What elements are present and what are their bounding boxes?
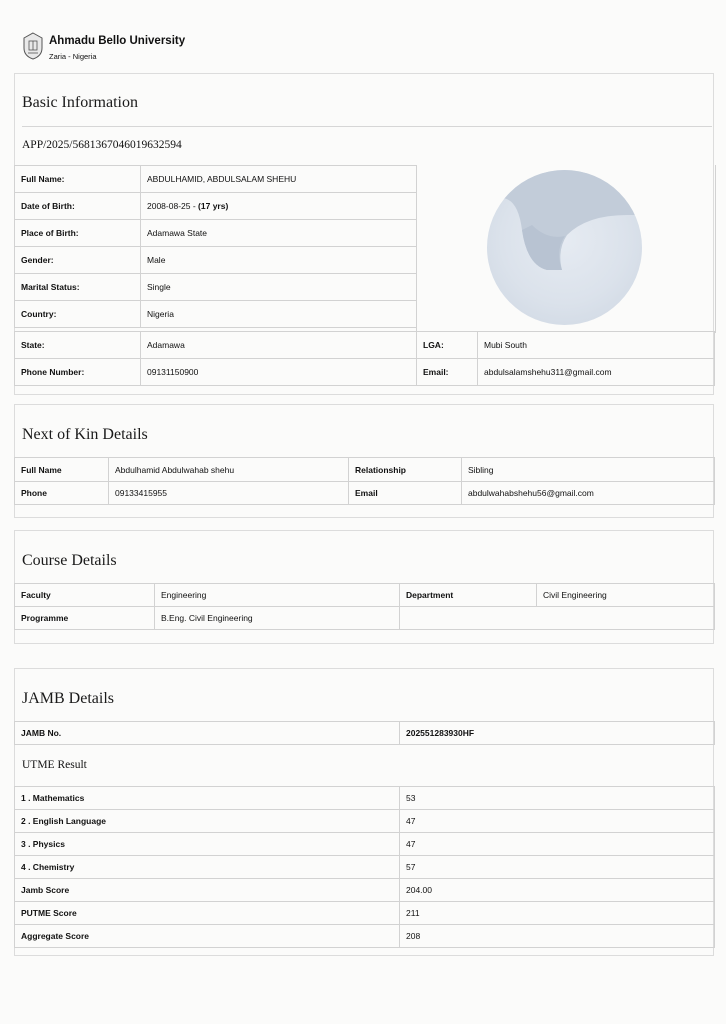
department-value: Civil Engineering xyxy=(537,584,715,607)
table-row xyxy=(15,247,417,274)
kin-email-value: abdulwahabshehu56@gmail.com xyxy=(462,482,715,505)
gender-label: Gender: xyxy=(15,247,141,274)
person-silhouette-icon xyxy=(487,170,642,325)
jamb-score-label: Jamb Score xyxy=(15,879,400,902)
faculty-value: Engineering xyxy=(155,584,400,607)
table-row xyxy=(15,879,715,902)
table-row xyxy=(15,833,715,856)
table-row xyxy=(15,925,715,948)
putme-score-label: PUTME Score xyxy=(15,902,400,925)
table-row xyxy=(15,193,417,220)
table-row xyxy=(15,301,417,328)
programme-value: B.Eng. Civil Engineering xyxy=(155,607,400,630)
contact-table xyxy=(14,331,715,386)
course-details-table xyxy=(14,583,715,630)
table-row xyxy=(15,902,715,925)
dob-cell xyxy=(141,193,417,220)
phone-label: Phone Number: xyxy=(15,359,141,386)
dob-label: Date of Birth: xyxy=(15,193,141,220)
marital-status-value: Single xyxy=(141,274,417,301)
divider xyxy=(22,126,712,127)
aggregate-score-value: 208 xyxy=(400,925,715,948)
email-label: Email: xyxy=(417,359,478,386)
place-of-birth-value: Adamawa State xyxy=(141,220,417,247)
relationship-value: Sibling xyxy=(462,458,715,482)
full-name-label: Full Name: xyxy=(15,166,141,193)
gender-value: Male xyxy=(141,247,417,274)
utme-result-table xyxy=(14,786,715,948)
jamb-no-value: 202551283930HF xyxy=(400,722,715,745)
jamb-no-label: JAMB No. xyxy=(15,722,400,745)
kin-phone-value: 09133415955 xyxy=(109,482,349,505)
table-row xyxy=(15,274,417,301)
application-number: APP/2025/5681367046019632594 xyxy=(22,139,182,151)
phone-value: 09131150900 xyxy=(141,359,417,386)
basic-info-title: Basic Information xyxy=(22,94,138,111)
subject-score: 47 xyxy=(400,810,715,833)
age-value: (17 yrs) xyxy=(198,201,229,211)
subject-label: 2 . English Language xyxy=(15,810,400,833)
kin-name-value: Abdulhamid Abdulwahab shehu xyxy=(109,458,349,482)
subject-label: 1 . Mathematics xyxy=(15,787,400,810)
kin-email-label: Email xyxy=(349,482,462,505)
kin-phone-label: Phone xyxy=(15,482,109,505)
table-row xyxy=(15,856,715,879)
table-row xyxy=(15,722,715,745)
lga-value: Mubi South xyxy=(478,332,715,359)
applicant-photo xyxy=(487,170,642,325)
table-row xyxy=(15,332,715,359)
table-row xyxy=(15,359,715,386)
table-row xyxy=(15,220,417,247)
marital-status-label: Marital Status: xyxy=(15,274,141,301)
subject-score: 53 xyxy=(400,787,715,810)
table-row xyxy=(15,584,715,607)
table-row xyxy=(15,787,715,810)
university-location: Zaria - Nigeria xyxy=(49,52,97,61)
jamb-score-value: 204.00 xyxy=(400,879,715,902)
course-details-title: Course Details xyxy=(22,552,117,569)
aggregate-score-label: Aggregate Score xyxy=(15,925,400,948)
utme-result-title: UTME Result xyxy=(22,759,87,771)
lga-label: LGA: xyxy=(417,332,478,359)
table-row xyxy=(15,607,715,630)
next-of-kin-table xyxy=(14,457,715,505)
jamb-number-table xyxy=(14,721,715,745)
basic-info-table xyxy=(14,165,417,328)
relationship-label: Relationship xyxy=(349,458,462,482)
country-label: Country: xyxy=(15,301,141,328)
university-crest-icon xyxy=(22,32,44,60)
kin-name-label: Full Name xyxy=(15,458,109,482)
table-row xyxy=(15,810,715,833)
table-row xyxy=(15,458,715,482)
faculty-label: Faculty xyxy=(15,584,155,607)
subject-score: 47 xyxy=(400,833,715,856)
subject-score: 57 xyxy=(400,856,715,879)
state-label: State: xyxy=(15,332,141,359)
university-name: Ahmadu Bello University xyxy=(49,35,186,47)
empty-cell xyxy=(400,607,715,630)
putme-score-value: 211 xyxy=(400,902,715,925)
table-row xyxy=(15,166,417,193)
programme-label: Programme xyxy=(15,607,155,630)
state-value: Adamawa xyxy=(141,332,417,359)
country-value: Nigeria xyxy=(141,301,417,328)
full-name-value: ABDULHAMID, ABDULSALAM SHEHU xyxy=(141,166,417,193)
dob-value: 2008-08-25 - xyxy=(147,201,199,211)
next-of-kin-title: Next of Kin Details xyxy=(22,426,148,443)
place-of-birth-label: Place of Birth: xyxy=(15,220,141,247)
subject-label: 3 . Physics xyxy=(15,833,400,856)
table-row xyxy=(15,482,715,505)
subject-label: 4 . Chemistry xyxy=(15,856,400,879)
jamb-details-title: JAMB Details xyxy=(22,690,114,707)
department-label: Department xyxy=(400,584,537,607)
email-value: abdulsalamshehu311@gmail.com xyxy=(478,359,715,386)
